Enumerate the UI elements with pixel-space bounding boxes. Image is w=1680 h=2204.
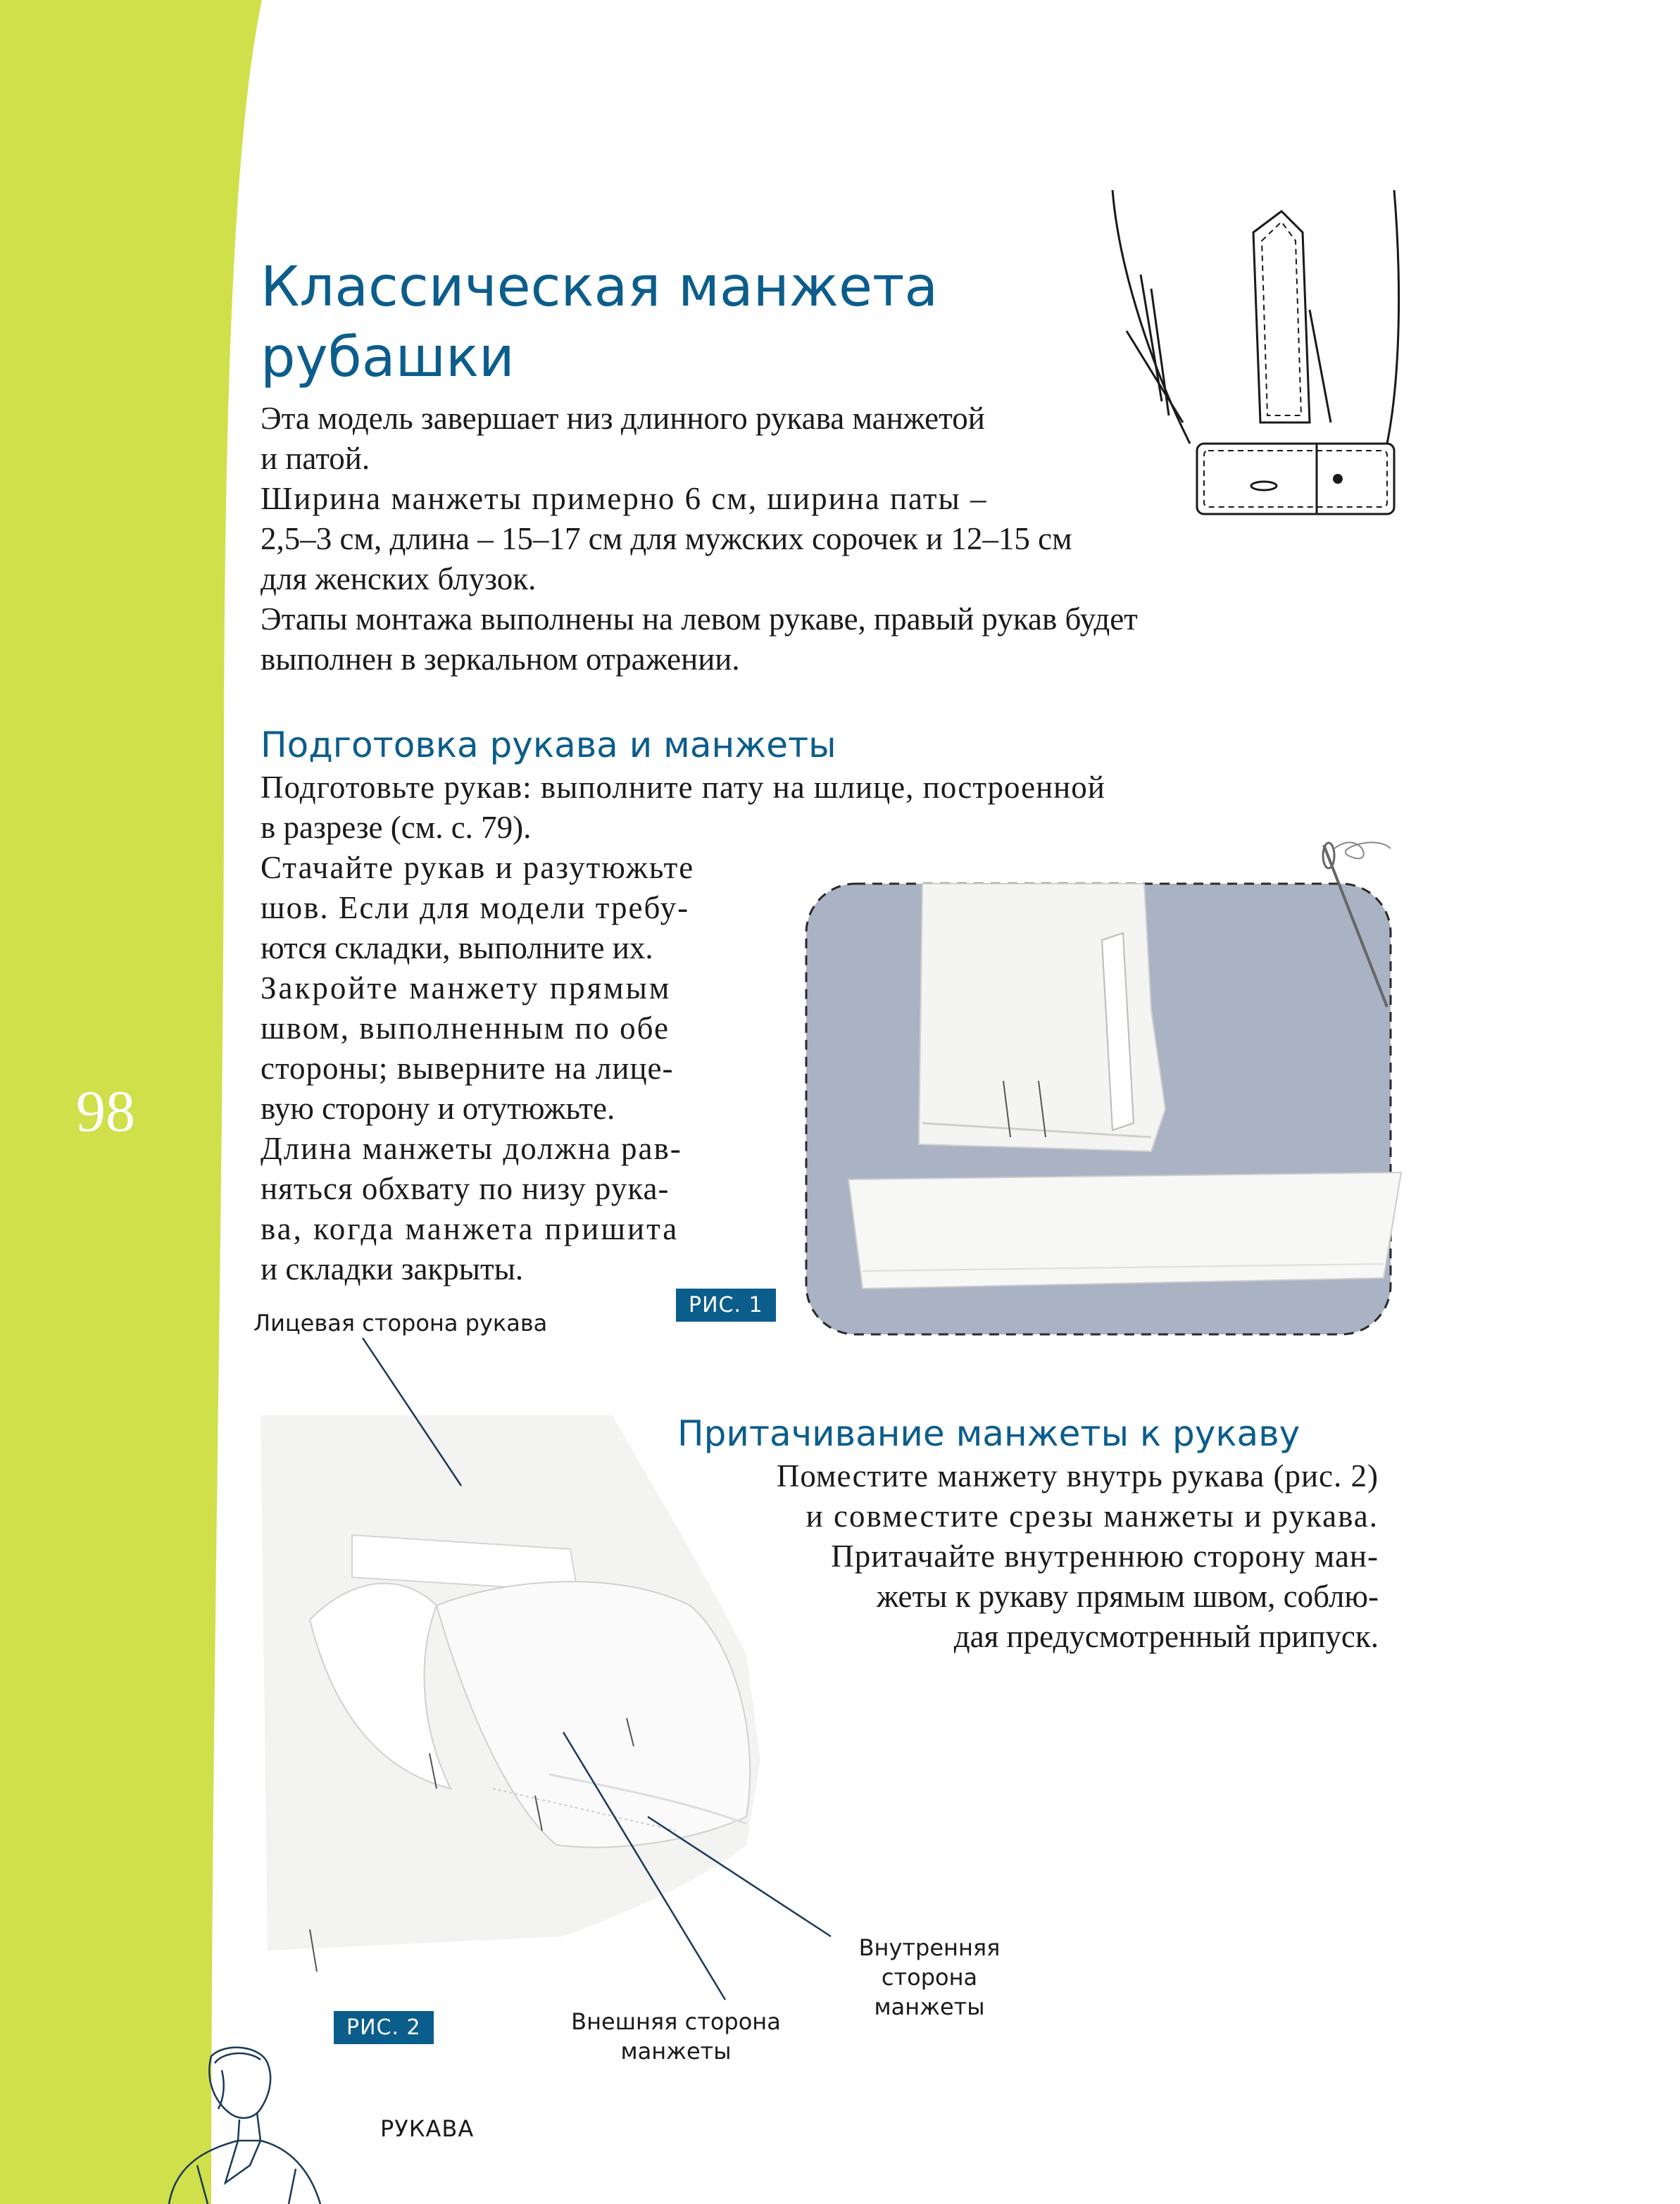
section2-line: Притачайте внутреннюю сторону ман- [831,1539,1379,1574]
callout-front-side: Лицевая сторона рукава [253,1310,548,1336]
section1-line: няться обхвату по низу рука- [261,1171,670,1206]
intro-line: для женских блузок. [261,561,537,596]
figure-1-photo [799,827,1419,1348]
intro-line: Ширина манжеты примерно 6 см, ширина паты – [261,481,988,516]
section2-line: дая предусмотренный припуск. [953,1619,1379,1654]
intro-paragraph [261,399,1138,680]
title-line-2: рубашки [261,326,515,389]
callout-outer-line: Внешняя сторона [571,2008,781,2035]
intro-line: выполнен в зеркальном отражении. [261,641,740,677]
section-heading-attaching: Притачивание манжеты к рукаву [677,1413,1300,1454]
page-title [261,252,938,393]
section2-line: Поместите манжету внутрь рукава (рис. 2) [776,1458,1379,1494]
section1-line: ва, когда манжета пришита [261,1211,679,1246]
title-line-1: Классическая манжета [261,256,939,319]
callout-inner-line: Внутренняя [858,1934,1001,1961]
figure-2-label: РИС. 2 [334,2011,434,2044]
callout-inner-line: сторона манжеты [874,1964,985,2020]
page-number: 98 [76,1079,135,1144]
section1-line: швом, выполненным по обе [261,1010,670,1046]
intro-line: и патой. [261,441,370,476]
section1-line: в разрезе (см. с. 79). [261,810,532,845]
section2-line: жеты к рукаву прямым швом, соблю- [877,1579,1379,1614]
section2-text [777,1456,1379,1657]
figure-1-label: РИС. 1 [676,1289,776,1322]
section1-line: стороны; выверните на лице- [261,1051,674,1086]
intro-line: 2,5–3 см, длина – 15–17 см для мужских сорочек и 12–15 см [261,521,1072,556]
intro-line: Эта модель завершает низ длинного рукава манжетой [261,401,985,436]
callout-inner-side [824,1933,1035,2022]
callout-outer-line: манжеты [620,2038,732,2065]
section1-line: Стачайте рукав и разутюжьте [261,850,695,885]
section1-line: Закройте манжету прямым [261,970,672,1006]
woman-sketch-icon [155,2042,324,2204]
section1-line: Длина манжеты должна рав- [261,1131,682,1166]
section-footer-label: РУКАВА [380,2115,475,2142]
section1-line: шов. Если для модели требу- [261,890,690,925]
section1-line: ются складки, выполните их. [261,930,653,965]
intro-line: Этапы монтажа выполнены на левом рукаве, правый рукав будет [261,601,1138,637]
section2-line: и совместите срезы манжеты и рукава. [805,1498,1379,1534]
section-heading-preparation: Подготовка рукава и манжеты [261,725,836,765]
section1-line: Подготовьте рукав: выполните пату на шлице, построенной [261,770,1105,805]
section1-line: и складки закрыты. [261,1251,524,1286]
callout-outer-side [563,2007,789,2066]
section1-line: вую сторону и отутюжьте. [261,1091,615,1126]
cuff-drawing-icon [1098,190,1422,535]
